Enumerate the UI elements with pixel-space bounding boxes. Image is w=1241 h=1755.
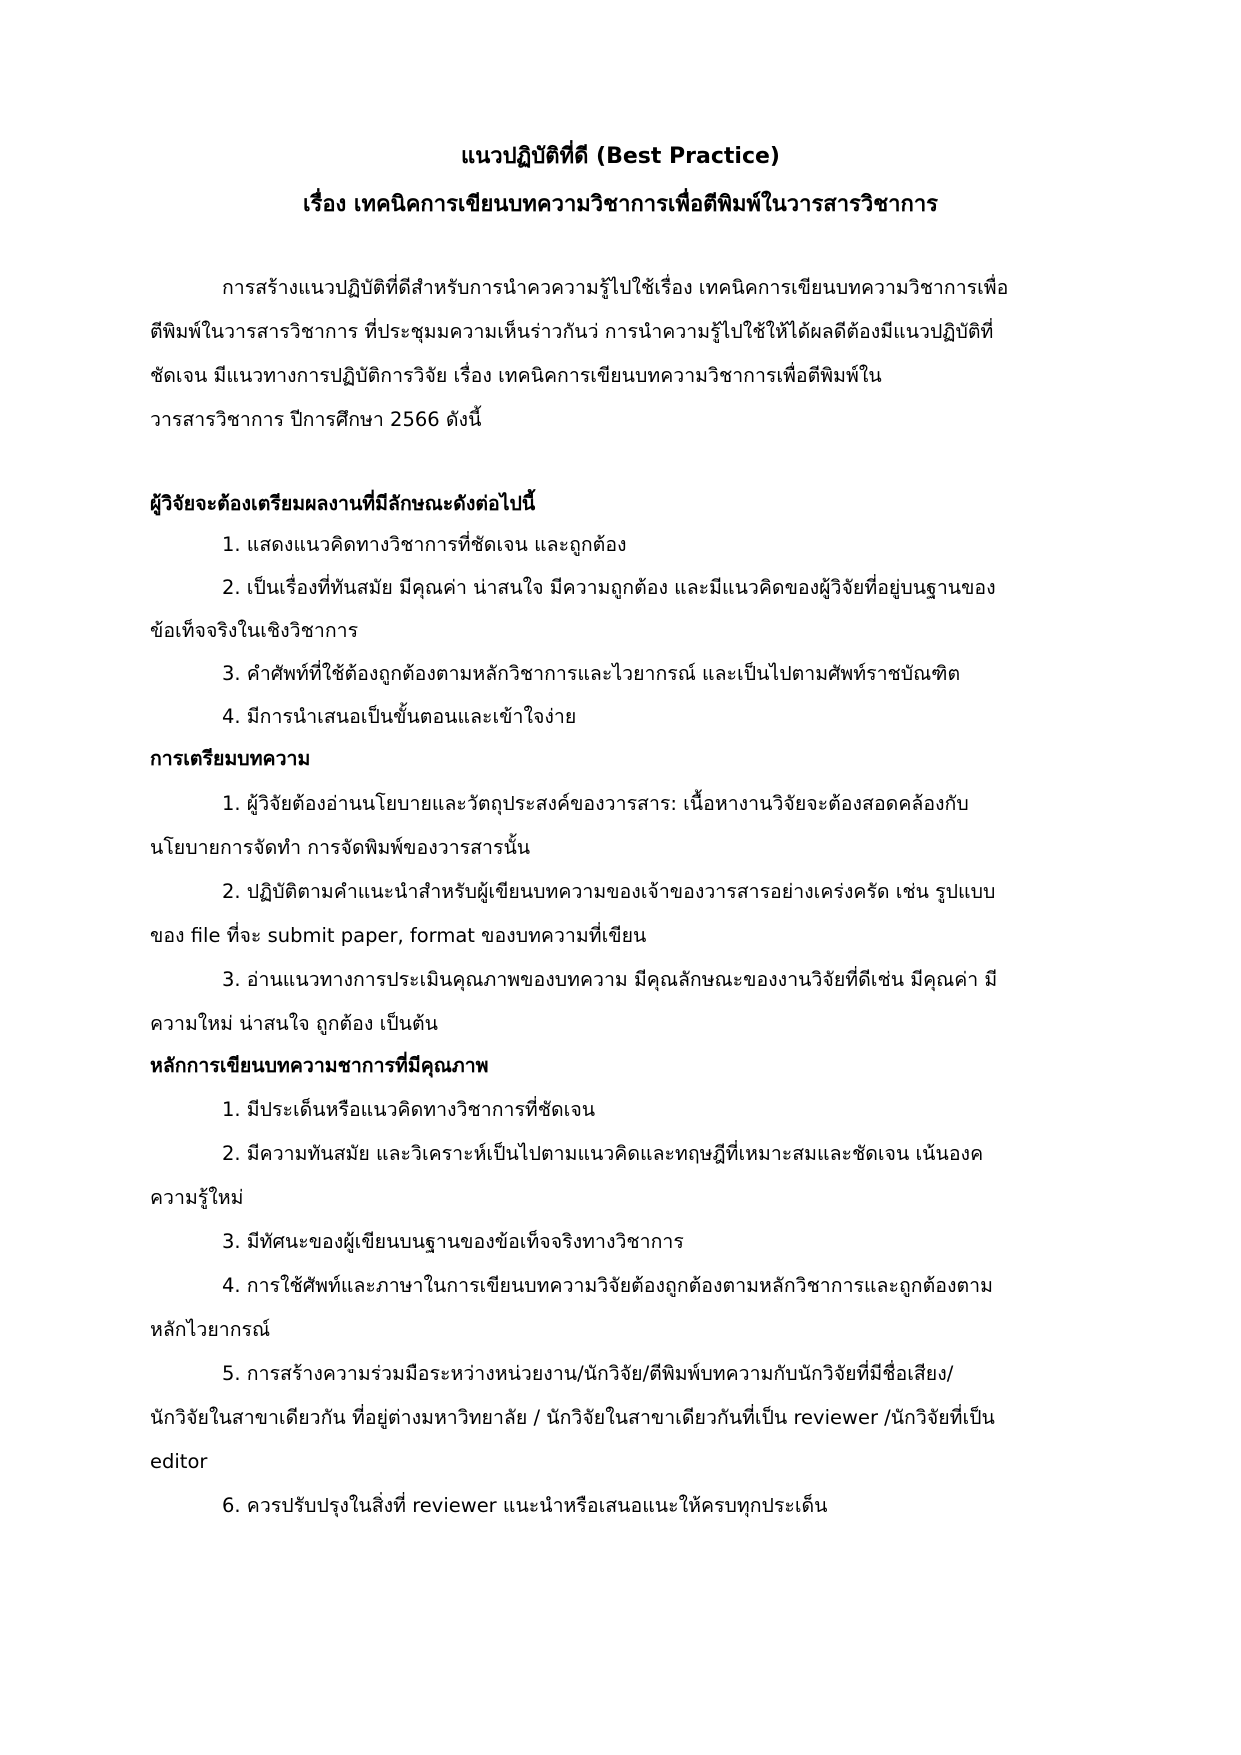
section-heading: ผู้วิจัยจะต้องเตรียมผลงานที่มีลักษณะดังต่อไปนี้ — [150, 492, 536, 515]
intro-line: การสร้างแนวปฏิบัติที่ดีสำหรับการนำควความรู้ไปใช้เรื่อง เทคนิคการเขียนบทความวิชาการเพื่อ — [222, 276, 1009, 299]
intro-line: ชัดเจน มีแนวทางการปฏิบัติการวิจัย เรื่อง เทคนิคการเขียนบทความวิชาการเพื่อตีพิมพ์ใน — [150, 364, 882, 387]
list-item: 1. ผู้วิจัยต้องอ่านนโยบายและวัตถุประสงค์ของวารสาร: เนื้อหางานวิจัยจะต้องสอดคล้องกับ — [222, 792, 969, 815]
list-item: 5. การสร้างความร่วมมือระหว่างหน่วยงาน/นักวิจัย/ตีพิมพ์บทความกับนักวิจัยที่มีชื่อเสียง/ — [222, 1362, 954, 1385]
list-item-continuation: editor — [150, 1450, 208, 1473]
list-item: 2. เป็นเรื่องที่ทันสมัย มีคุณค่า น่าสนใจ มีความถูกต้อง และมีแนวคิดของผู้วิจัยที่อยู่บนฐานของ — [222, 576, 996, 599]
intro-line: วารสารวิชาการ ปีการศึกษา 2566 ดังนี้ — [150, 408, 482, 431]
intro-line: ตีพิมพ์ในวารสารวิชาการ ที่ประชุมมความเห็นร่าวกันว่ การนำความรู้ไปใช้ให้ได้ผลดีต้องมีแนวปฏิบัติที่ — [150, 320, 994, 343]
list-item-continuation: หลักไวยากรณ์ — [150, 1318, 271, 1341]
list-item-continuation: ความรู้ใหม่ — [150, 1186, 244, 1209]
list-item: 1. แสดงแนวคิดทางวิชาการที่ชัดเจน และถูกต้อง — [222, 533, 627, 556]
list-item: 4. การใช้ศัพท์และภาษาในการเขียนบทความวิจัยต้องถูกต้องตามหลักวิชาการและถูกต้องตาม — [222, 1274, 993, 1297]
list-item: 2. มีความทันสมัย และวิเคราะห์เป็นไปตามแนวคิดและทฤษฎีที่เหมาะสมและชัดเจน เน้นองค — [222, 1142, 984, 1165]
section-heading: การเตรียมบทความ — [150, 747, 311, 770]
list-item: 4. มีการนำเสนอเป็นขั้นตอนและเข้าใจง่าย — [222, 705, 577, 728]
list-item-continuation: นโยบายการจัดทำ การจัดพิมพ์ของวารสารนั้น — [150, 836, 531, 859]
document-title: แนวปฏิบัติที่ดี (Best Practice) — [461, 144, 780, 169]
list-item-continuation: นักวิจัยในสาขาเดียวกัน ที่อยู่ต่างมหาวิทยาลัย / นักวิจัยในสาขาเดียวกันที่เป็น reviewer /นักวิจัยที่เป็น — [150, 1406, 995, 1429]
list-item: 2. ปฏิบัติตามคำแนะนำสำหรับผู้เขียนบทความของเจ้าของวารสารอย่างเคร่งครัด เช่น รูปแบบ — [222, 880, 996, 903]
list-item: 3. คำศัพท์ที่ใช้ต้องถูกต้องตามหลักวิชาการและไวยากรณ์ และเป็นไปตามศัพท์ราชบัณฑิต — [222, 662, 961, 685]
section-heading: หลักการเขียนบทความชาการที่มีคุณภาพ — [150, 1054, 489, 1077]
list-item: 3. มีทัศนะของผู้เขียนบนฐานของข้อเท็จจริงทางวิชาการ — [222, 1230, 684, 1253]
list-item: 3. อ่านแนวทางการประเมินคุณภาพของบทความ มีคุณลักษณะของงานวิจัยที่ดีเช่น มีคุณค่า มี — [222, 968, 998, 991]
list-item-continuation: ความใหม่ น่าสนใจ ถูกต้อง เป็นต้น — [150, 1012, 438, 1035]
list-item: 1. มีประเด็นหรือแนวคิดทางวิชาการที่ชัดเจน — [222, 1098, 596, 1121]
document-subtitle: เรื่อง เทคนิคการเขียนบทความวิชาการเพื่อตีพิมพ์ในวารสารวิชาการ — [302, 192, 938, 217]
list-item: 6. ควรปรับปรุงในสิ่งที่ reviewer แนะนำหรือเสนอแนะให้ครบทุกประเด็น — [222, 1494, 828, 1517]
list-item-continuation: ข้อเท็จจริงในเชิงวิชาการ — [150, 619, 359, 642]
list-item-continuation: ของ file ที่จะ submit paper, format ของบทความที่เขียน — [150, 924, 647, 947]
